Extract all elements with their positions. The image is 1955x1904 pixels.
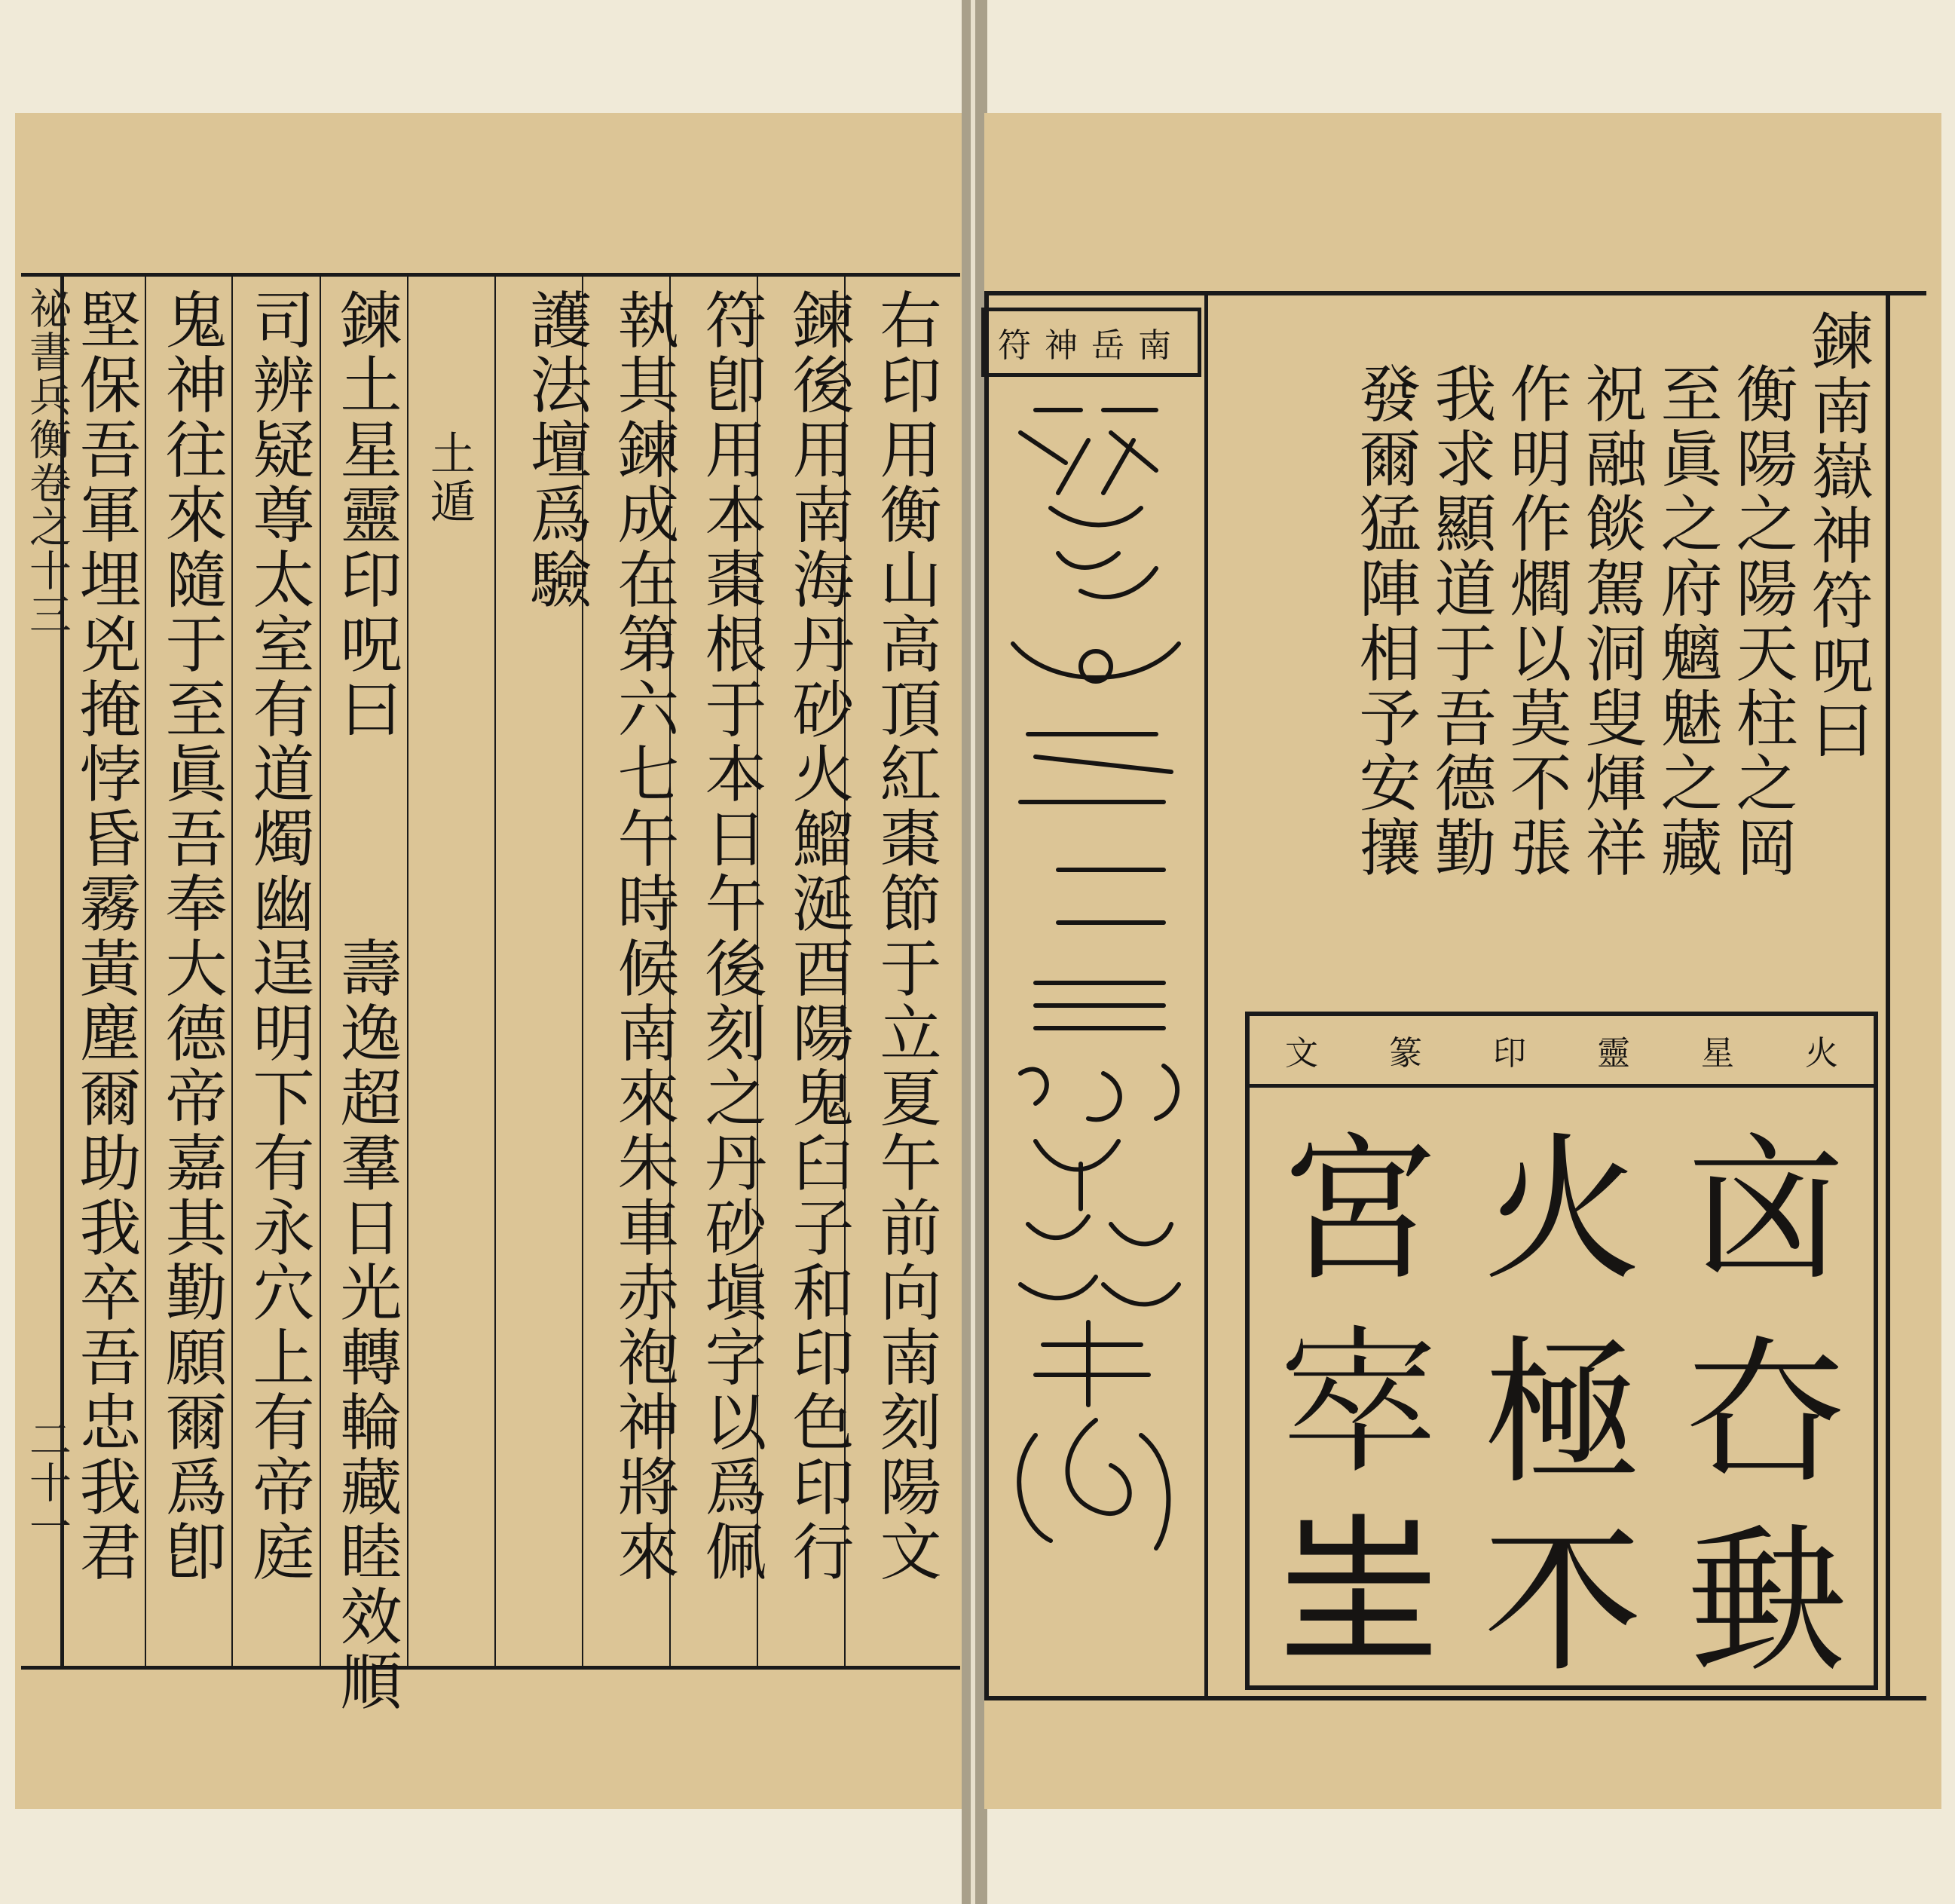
incantation-column: 祝融餤駕洞叟煇祥	[1575, 362, 1647, 880]
seal-impression	[1250, 1088, 1874, 1694]
seal-caption-char: 火	[1805, 1034, 1838, 1073]
text-column: 鍊土星靈印呪曰 壽逸超羣日光轉輪藏睦效順	[330, 288, 402, 1714]
text-column: 執其鍊成在第六七午時候南來朱車赤袍神將來	[607, 288, 679, 1584]
incantation-column: 作明作爓以莫不張	[1500, 362, 1571, 880]
right-rule	[1886, 291, 1890, 1700]
text-column: 堅保吾軍埋兇掩悖昏霧黃塵爾助我卒吾忠我君	[69, 288, 141, 1584]
seal-glyph: 𡙇	[1686, 1510, 1845, 1694]
seal-caption-char: 文	[1285, 1034, 1318, 1073]
seal-glyph: 𡨧	[1279, 1313, 1438, 1498]
seal-caption-char: 篆	[1389, 1034, 1422, 1073]
column-rule	[231, 276, 233, 1667]
top-rule	[984, 291, 1926, 295]
section-heading: 土遁	[423, 430, 476, 526]
seal-box	[1245, 1012, 1878, 1694]
column-rule	[145, 276, 146, 1667]
talisman-title-box	[981, 308, 1201, 377]
top-rule	[21, 273, 960, 277]
bottom-rule	[21, 1666, 960, 1670]
seal-glyph: 極	[1482, 1321, 1641, 1506]
seal-glyph: 𡉚	[1279, 1499, 1438, 1685]
seal-glyph: 𣎴	[1482, 1510, 1641, 1694]
seal-caption-char: 星	[1701, 1034, 1734, 1073]
seal-glyph: 㐫	[1686, 1118, 1845, 1302]
left-page	[15, 113, 962, 1809]
text-column: 鬼神往來隨于至眞吾奉大德帝嘉其勤願爾爲卽	[155, 288, 227, 1584]
talisman-title: 南岳神符	[998, 326, 1185, 365]
text-column: 護法壇爲驗	[520, 288, 592, 612]
seal-glyph: 宮	[1279, 1118, 1438, 1302]
seal-caption-char: 靈	[1597, 1034, 1630, 1073]
incantation-column: 至眞之府魑魅之藏	[1651, 362, 1722, 880]
book-fold-edge	[971, 0, 975, 1904]
seal-glyph: 㚎	[1686, 1321, 1845, 1506]
text-column: 右印用衡山高頂紅棗節于立夏午前向南刻陽文	[870, 288, 941, 1584]
seal-caption-char: 印	[1493, 1034, 1526, 1073]
left-rule	[984, 291, 989, 1700]
incantation-column: 鍊南嶽神符呪曰	[1801, 309, 1873, 763]
incantation-column: 衡陽之陽天柱之岡	[1726, 362, 1797, 880]
seal-caption	[1250, 1016, 1874, 1088]
talisman-panel-rule	[1204, 294, 1208, 1696]
text-column: 司辨疑尊太室有道燭幽逞明下有永穴上有帝庭	[243, 288, 314, 1584]
incantation-column: 發爾猛陣相予安攘	[1349, 362, 1421, 880]
column-rule	[320, 276, 321, 1667]
margin-page-number: 二十一	[23, 1417, 72, 1548]
incantation-column: 我求顯道于吾德勤	[1424, 362, 1496, 880]
talisman-drawing	[990, 380, 1201, 1556]
column-rule	[407, 276, 408, 1667]
seal-glyph: 火	[1482, 1118, 1641, 1302]
text-column: 鍊後用南海丹砂火鰡涎酉陽鬼臼子和印色印行	[782, 288, 854, 1584]
margin-title: 祕書兵衡卷之十三	[23, 286, 72, 636]
text-column: 符卽用本棗根于本日午後刻之丹砂塡字以爲佩	[695, 288, 766, 1584]
column-rule	[494, 276, 496, 1667]
